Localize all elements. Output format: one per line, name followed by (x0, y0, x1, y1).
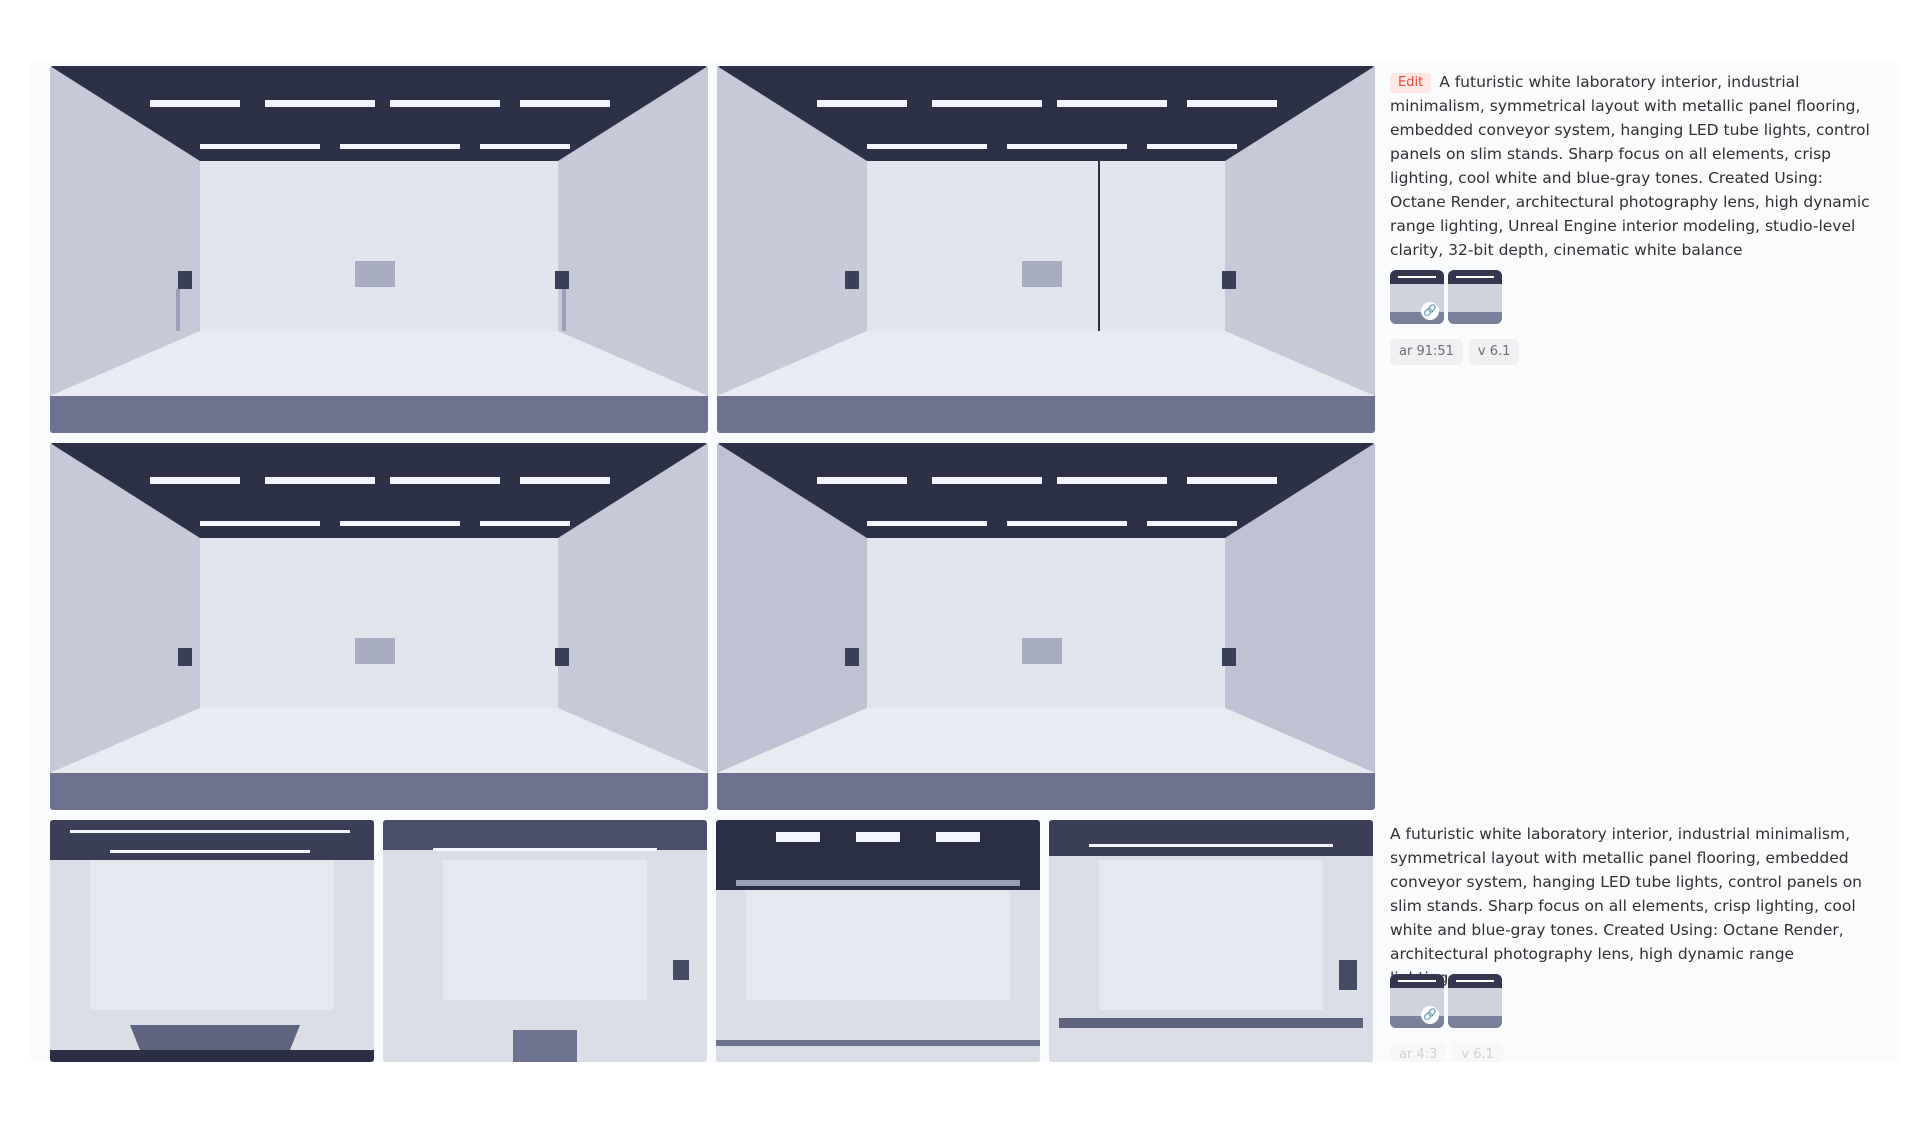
reference-thumbnail[interactable] (1390, 270, 1444, 324)
generated-image-2[interactable] (717, 66, 1375, 433)
reference-images-2 (1390, 974, 1502, 1028)
generated-image-8[interactable] (1049, 820, 1373, 1062)
aspect-ratio-chip[interactable]: ar 4:3 (1390, 1042, 1446, 1062)
edit-button[interactable]: Edit (1390, 73, 1431, 93)
prompt-text-2 (1390, 822, 1870, 990)
reference-images-1 (1390, 270, 1502, 324)
lab-render (50, 820, 374, 1062)
parameter-chips-2 (1390, 1042, 1503, 1062)
generated-image-7[interactable] (716, 820, 1040, 1062)
version-chip[interactable]: v 6.1 (1452, 1042, 1503, 1062)
lab-render (50, 443, 708, 810)
lab-render (1049, 820, 1373, 1062)
lab-render (716, 820, 1040, 1062)
prompt-body: A futuristic white laboratory interior, industrial minimalism, symmetrical layout with metallic panel flooring, embedded conveyor system, hanging LED tube lights, control panels on slim stands. Sharp focus on all elements, crisp lighting, cool white and blue-gray tones. Created Using: Octane Render, architectural photography lens, high dynamic range lighting, Unreal Engine interior modeling, studio-level clarity, 32-bit depth, cinematic white balance (1390, 73, 1870, 259)
version-chip[interactable]: v 6.1 (1469, 339, 1520, 365)
thumbnail-image (1448, 974, 1502, 1028)
lab-render (717, 443, 1375, 810)
prompt-body: A futuristic white laboratory interior, industrial minimalism, symmetrical layout with metallic panel flooring, embedded conveyor system, hanging LED tube lights, control panels on slim stands. Sharp focus on all elements, crisp lighting, cool white and blue-gray tones. Created Using: Octane Render, architectural photography lens, high dynamic range (1390, 825, 1863, 963)
aspect-ratio-chip[interactable]: ar 91:51 (1390, 339, 1463, 365)
generated-image-6[interactable] (383, 820, 707, 1062)
reference-thumbnail[interactable] (1390, 974, 1444, 1028)
generated-image-1[interactable] (50, 66, 708, 433)
generated-image-3[interactable] (50, 443, 708, 810)
generated-image-4[interactable] (717, 443, 1375, 810)
reference-thumbnail[interactable] (1448, 270, 1502, 324)
parameter-chips-1 (1390, 339, 1519, 365)
lab-render (717, 66, 1375, 433)
link-icon: 🔗 (1421, 302, 1439, 320)
thumbnail-image (1448, 270, 1502, 324)
prompt-text-1 (1390, 70, 1870, 262)
reference-thumbnail[interactable] (1448, 974, 1502, 1028)
generated-image-5[interactable] (50, 820, 374, 1062)
lab-render (50, 66, 708, 433)
lab-render (383, 820, 707, 1062)
link-icon: 🔗 (1421, 1006, 1439, 1024)
